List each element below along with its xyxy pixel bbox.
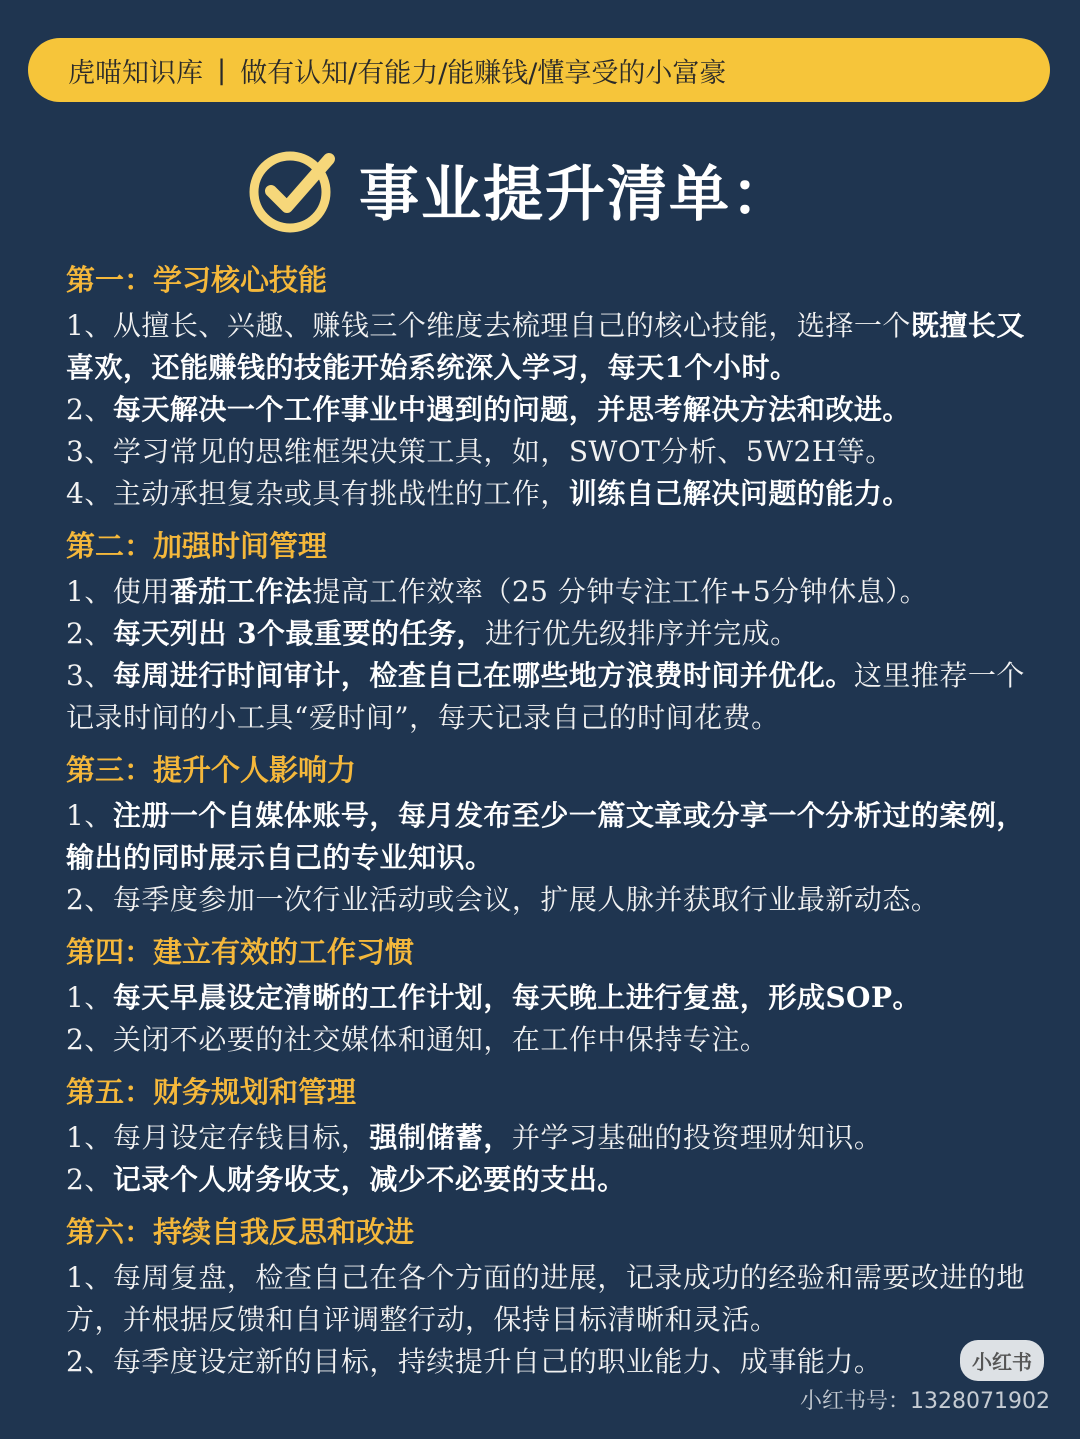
section-title: 第六：持续自我反思和改进 (66, 1215, 415, 1249)
item-text: 1、每月设定存钱目标， (66, 1121, 370, 1154)
item-text: 4、主动承担复杂或具有挑战性的工作， (66, 477, 569, 510)
checklist-content (66, 255, 1034, 1391)
section-title: 第四：建立有效的工作习惯 (66, 935, 415, 969)
bold-text: 记录个人财务收支，减少不必要的支出。 (112, 1163, 626, 1196)
bold-text: 每天列出 3个最重要的任务， (112, 617, 486, 650)
item-text: 2、关闭不必要的社交媒体和通知，在工作中保持专注。 (66, 1023, 769, 1056)
section-3 (66, 747, 1034, 921)
watermark-id: 小红书号：1328071902 (800, 1389, 1050, 1414)
item-text: 1、 (66, 981, 113, 1014)
header-banner (28, 38, 1050, 102)
list-item (66, 1257, 1034, 1341)
item-text: 这里推荐一个记录时间的小工具“爱时间”，每天记录自己的时间花费。 (66, 659, 1025, 734)
check-circle-icon (247, 145, 337, 235)
section-title: 第三：提升个人影响力 (66, 753, 357, 787)
section-5 (66, 1069, 1034, 1201)
list-item (66, 305, 1034, 389)
watermark-badge: 小红书 (960, 1340, 1044, 1381)
section-title: 第二：加强时间管理 (66, 529, 328, 563)
section-title: 第五：财务规划和管理 (66, 1075, 357, 1109)
section-title: 第一：学习核心技能 (66, 263, 328, 297)
bold-text: 既擅长又喜欢，还能赚钱的技能开始系统深入学习，每天1个小时。 (66, 309, 1025, 384)
list-item (66, 977, 1034, 1019)
bold-text: 训练自己解决问题的能力。 (568, 477, 911, 510)
bold-text: 强制储蓄， (369, 1121, 512, 1154)
list-item (66, 473, 1034, 515)
page-title: 事业提升清单： (359, 160, 793, 230)
item-text: 进行优先级排序并完成。 (485, 617, 799, 650)
list-item (66, 1019, 1034, 1061)
section-2 (66, 523, 1034, 739)
list-item (66, 1341, 1034, 1383)
item-text: 2、 (66, 393, 113, 426)
list-item (66, 1159, 1034, 1201)
item-text: 1、从擅长、兴趣、赚钱三个维度去梳理自己的核心技能，选择一个 (66, 309, 911, 342)
list-item (66, 795, 1034, 879)
section-1 (66, 257, 1034, 515)
section-4 (66, 929, 1034, 1061)
bold-text: 番茄工作法 (169, 575, 313, 608)
bold-text: 每天早晨设定清晰的工作计划，每天晚上进行复盘，形成SOP。 (112, 981, 921, 1014)
item-text: 1、每周复盘，检查自己在各个方面的进展，记录成功的经验和需要改进的地方，并根据反馈和自评调整行动，保持目标清晰和灵活。 (66, 1261, 1025, 1336)
item-text: 2、每季度参加一次行业活动或会议，扩展人脉并获取行业最新动态。 (66, 883, 940, 916)
item-text: 2、每季度设定新的目标，持续提升自己的职业能力、成事能力。 (66, 1345, 883, 1378)
section-6 (66, 1209, 1034, 1383)
list-item (66, 879, 1034, 921)
item-text: 2、 (66, 1163, 113, 1196)
list-item (66, 431, 1034, 473)
item-text: 3、 (66, 659, 113, 692)
bold-text: 每周进行时间审计，检查自己在哪些地方浪费时间并优化。 (112, 659, 854, 692)
brand-name: 虎喵知识库 (68, 57, 203, 89)
title-row (0, 140, 1080, 240)
bold-text: 每天解决一个工作事业中遇到的问题，并思考解决方法和改进。 (112, 393, 911, 426)
item-text: 并学习基础的投资理财知识。 (511, 1121, 883, 1154)
list-item (66, 571, 1034, 613)
list-item (66, 655, 1034, 739)
item-text: 提高工作效率（25 分钟专注工作+5分钟休息）。 (312, 575, 929, 608)
item-text: 3、学习常见的思维框架决策工具，如，SWOT分析、5W2H等。 (66, 435, 894, 468)
list-item (66, 613, 1034, 655)
list-item (66, 389, 1034, 431)
banner-separator: | (217, 54, 227, 86)
list-item (66, 1117, 1034, 1159)
item-text: 1、使用 (66, 575, 170, 608)
item-text: 2、 (66, 617, 113, 650)
banner-slogan: 做有认知/有能力/能赚钱/懂享受的小富豪 (240, 57, 727, 89)
item-text: 1、 (66, 799, 113, 832)
bold-text: 注册一个自媒体账号，每月发布至少一篇文章或分享一个分析过的案例，输出的同时展示自己的专业知识。 (66, 799, 1025, 874)
